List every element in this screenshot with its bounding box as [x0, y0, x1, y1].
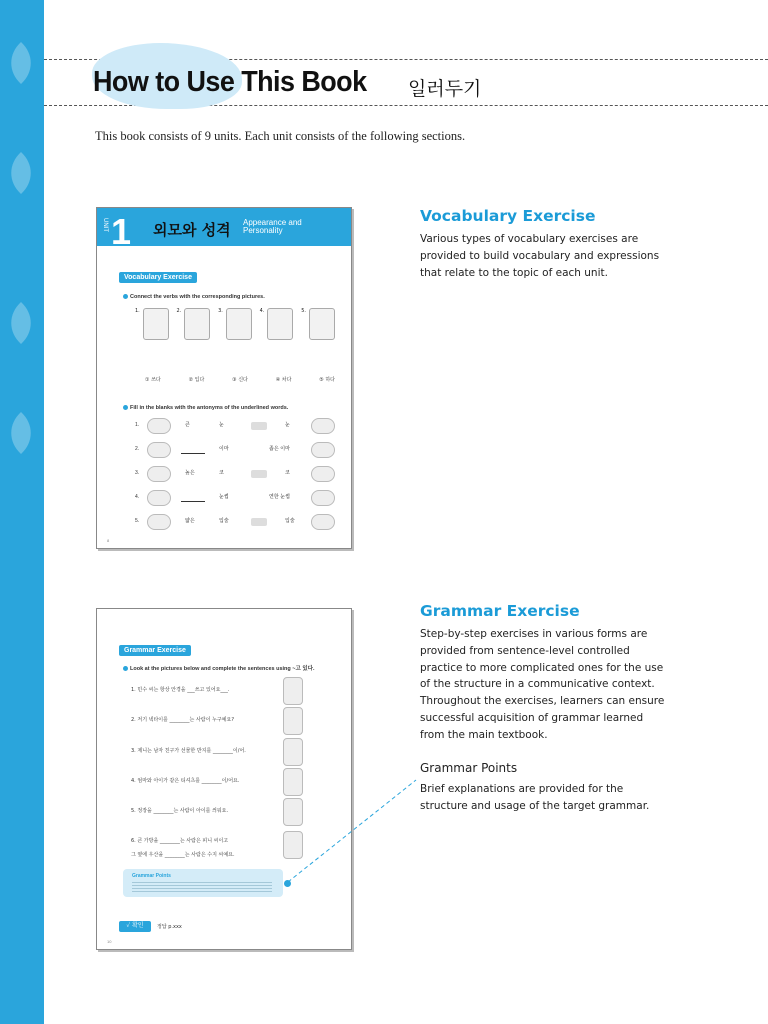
- grammar-item: 3. 제니는 남자 친구가 선물한 반지를 ________이/어.: [131, 748, 246, 754]
- vocabulary-page-thumbnail: [96, 207, 352, 549]
- grammar-item: 1. 민수 씨는 항상 안경을 ___쓰고 있어요___.: [131, 687, 230, 693]
- page-title-korean: 일러두기: [408, 78, 482, 100]
- face-picture: [311, 466, 335, 482]
- description-line: of the structure in a communicative context.: [420, 678, 655, 691]
- grammar-points-box: [123, 869, 283, 897]
- vocabulary-section-label: Vocabulary Exercise: [119, 272, 197, 283]
- face-picture: [147, 466, 171, 482]
- vocabulary-instruction-2: Fill in the blanks with the antonyms of the underlined words.: [123, 405, 288, 411]
- person-picture: [283, 768, 303, 796]
- row-word-right: 눈: [285, 422, 290, 428]
- verb-choices: [145, 376, 335, 383]
- description-line: provided to build vocabulary and expressions: [420, 249, 660, 262]
- person-picture: [283, 798, 303, 826]
- picture-number: 1.: [135, 308, 140, 314]
- unit-title-english: Appearance and Personality: [243, 218, 302, 235]
- picture-number: 5.: [301, 308, 306, 314]
- umbrella-picture: [309, 308, 335, 340]
- shoes-picture: [267, 308, 293, 340]
- antonym-row: [135, 440, 335, 462]
- grammar-page-thumbnail: [96, 608, 352, 950]
- grammar-item: 2. 저기 넥타이를 ________는 사람이 누구예요?: [131, 717, 234, 723]
- row-word-left: 얇은: [185, 518, 195, 524]
- description-line: that relate to the topic of each unit.: [420, 266, 608, 279]
- answer-box: [251, 470, 267, 478]
- shirt-picture: [143, 308, 169, 340]
- antonym-row: [135, 416, 335, 438]
- description-line: Brief explanations are provided for the: [420, 783, 624, 795]
- row-word-left: 큰: [185, 422, 190, 428]
- intro-text: This book consists of 9 units. Each unit consists of the following sections.: [95, 129, 466, 143]
- page-title: How to Use This Book: [93, 66, 367, 98]
- row-number: 2.: [135, 446, 140, 452]
- watch-picture: [226, 308, 252, 340]
- grammar-points-box-title: Grammar Points: [132, 873, 171, 879]
- choice-item: ④ 차다: [275, 377, 292, 383]
- answer-box: [251, 518, 267, 526]
- row-word-mid: 눈썹: [219, 494, 229, 500]
- antonym-row: [135, 488, 335, 510]
- choice-item: ⑤ 하다: [319, 377, 335, 383]
- grammar-points-heading: Grammar Points: [420, 761, 518, 775]
- description-line: from the main textbook.: [420, 728, 548, 741]
- person-picture: [283, 707, 303, 735]
- face-picture: [147, 442, 171, 458]
- face-picture: [147, 418, 171, 434]
- row-word-right: 연한 눈썹: [269, 494, 290, 500]
- leaf-pattern-icon: [4, 150, 38, 196]
- row-word-mid: 눈: [219, 422, 224, 428]
- face-picture: [147, 490, 171, 506]
- answer-box: [251, 422, 267, 430]
- description-line: provided from sentence-level controlled: [420, 644, 630, 657]
- grammar-exercise-description: [420, 626, 690, 744]
- side-decorative-band: [0, 0, 44, 1024]
- antonym-row: [135, 464, 335, 486]
- grammar-item: 그 옆에 우산을 ________는 사람은 수지 씨예요.: [131, 852, 235, 858]
- picture-number: 2.: [176, 308, 182, 314]
- row-word-mid: 이마: [219, 446, 229, 452]
- row-word-right: 입술: [285, 518, 295, 524]
- row-word-right: 좁은 이마: [269, 446, 290, 452]
- unit-title-korean: 외모와 성격: [153, 221, 231, 239]
- grammar-item: 4. 엄마와 아이가 같은 티셔츠를 ________이/어요.: [131, 778, 240, 784]
- row-word-left: 높은: [185, 470, 195, 476]
- choice-item: ② 입다: [188, 377, 205, 383]
- grammar-exercise-heading: Grammar Exercise: [420, 602, 580, 620]
- answer-blank: [181, 495, 205, 502]
- face-picture: [147, 514, 171, 530]
- row-number: 5.: [135, 518, 140, 524]
- face-picture: [311, 490, 335, 506]
- grammar-instruction: Look at the pictures below and complete the sentences using ~고 있다.: [123, 664, 315, 672]
- thumbnail-page-number: 10: [107, 939, 112, 944]
- grammar-item: 6. 큰 가방을 ________는 사람은 피니 씨이고: [131, 838, 229, 844]
- face-picture: [311, 418, 335, 434]
- unit-banner: [97, 208, 352, 252]
- person-picture: [283, 738, 303, 766]
- description-line: Throughout the exercises, learners can ensure: [420, 695, 665, 708]
- grammar-points-description: [420, 781, 690, 815]
- answer-check-text: 정답 p.xxx: [157, 924, 182, 930]
- leaf-pattern-icon: [4, 40, 38, 86]
- unit-number: 1: [111, 211, 132, 252]
- description-line: Various types of vocabulary exercises are: [420, 233, 639, 245]
- glasses-picture: [184, 308, 210, 340]
- vocabulary-instruction-1: Connect the verbs with the corresponding pictures.: [123, 294, 265, 300]
- choice-item: ① 쓰다: [145, 377, 161, 383]
- face-picture: [311, 514, 335, 530]
- antonym-row: [135, 512, 335, 534]
- grammar-section-label: Grammar Exercise: [119, 645, 191, 656]
- answer-blank: [181, 447, 205, 454]
- leaf-pattern-icon: [4, 300, 38, 346]
- description-line: practice to more complicated ones for the use: [420, 661, 664, 674]
- person-picture: [283, 677, 303, 705]
- vocabulary-exercise-description: [420, 231, 690, 281]
- row-word-right: 코: [285, 470, 290, 476]
- row-word-mid: 입술: [219, 518, 229, 524]
- row-number: 4.: [135, 494, 140, 500]
- row-number: 1.: [135, 422, 140, 428]
- row-word-mid: 코: [219, 470, 224, 476]
- vocabulary-exercise-heading: Vocabulary Exercise: [420, 207, 596, 225]
- person-picture: [283, 831, 303, 859]
- grammar-item: 5. 정장을 ________는 사람이 아이를 씌워요.: [131, 808, 229, 814]
- picture-row: [135, 308, 335, 344]
- description-line: structure and usage of the target grammar.: [420, 799, 650, 812]
- thumbnail-page-number: 8: [107, 538, 110, 543]
- leaf-pattern-icon: [4, 410, 38, 456]
- description-line: successful acquisition of grammar learned: [420, 711, 644, 724]
- unit-word: UNIT: [102, 218, 108, 232]
- grammar-points-text-lines: [132, 880, 272, 893]
- face-picture: [311, 442, 335, 458]
- picture-number: 3.: [218, 308, 223, 314]
- picture-number: 4.: [259, 308, 265, 314]
- answer-check-badge: ✓ 확인: [119, 921, 151, 932]
- row-number: 3.: [135, 470, 140, 476]
- grammar-points-anchor-dot: [284, 880, 291, 887]
- description-line: Step-by-step exercises in various forms are: [420, 628, 648, 640]
- choice-item: ③ 신다: [232, 377, 248, 383]
